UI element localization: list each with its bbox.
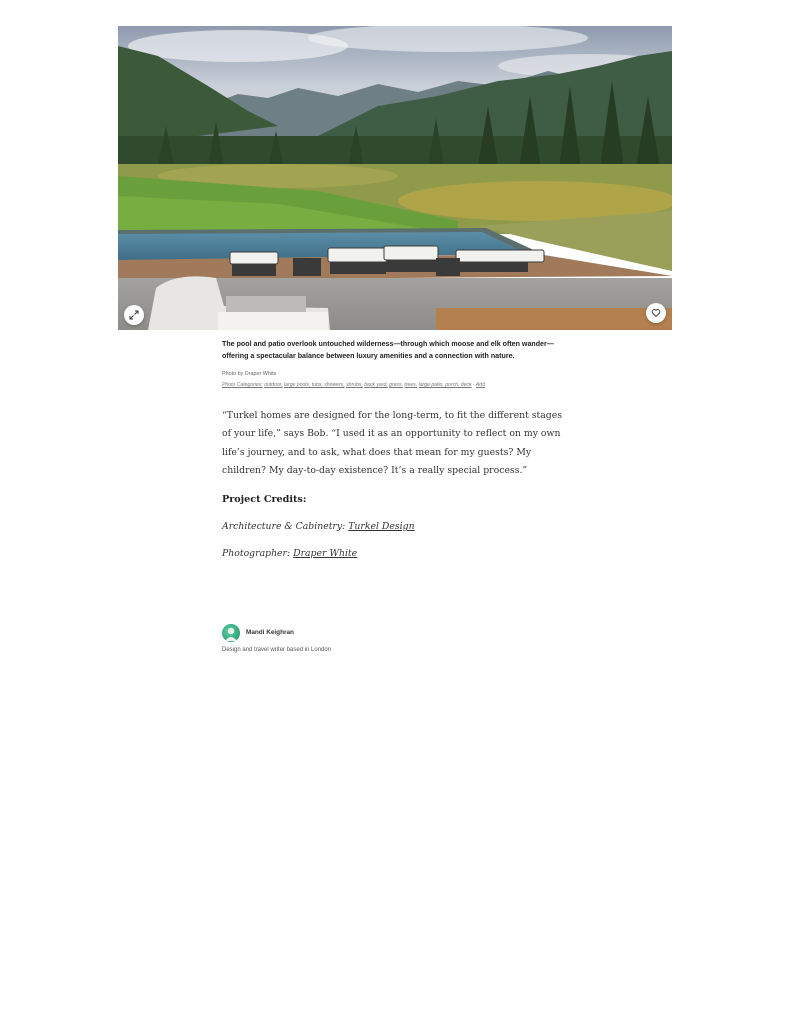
- photo-category-link[interactable]: trees,: [404, 382, 418, 388]
- author-name[interactable]: Mandi Keighran: [246, 629, 294, 636]
- save-photo-button[interactable]: [646, 303, 666, 323]
- project-credits-heading: Project Credits:: [222, 494, 307, 506]
- heart-icon: [651, 308, 661, 318]
- photo-category-link[interactable]: grass,: [389, 382, 403, 388]
- photo-category-link[interactable]: outdoor,: [264, 382, 283, 388]
- photographer-credit: [222, 548, 572, 559]
- expand-button[interactable]: [124, 305, 144, 325]
- photo-category-link[interactable]: large patio, porch, deck: [418, 382, 472, 388]
- tags-separator: ·: [472, 382, 475, 388]
- pool-landscape-image: [118, 26, 672, 330]
- photo-credit: Photo by Draper White: [222, 371, 277, 377]
- photographer-credit-label: Photographer:: [222, 548, 291, 560]
- photo-categories: [222, 382, 572, 388]
- photo-categories-label[interactable]: Photo Categories:: [222, 382, 263, 388]
- author-avatar[interactable]: [222, 624, 240, 642]
- avatar-image: [222, 624, 240, 642]
- article-quote: “Turkel homes are designed for the long-term, to fit the different stages of your life,” says Bob. “I used it as an opportunity to reflect on my own life’s journey, and to ask, what does that mean for my guests? My children? My day-to-day existence? It’s a really special process.”: [222, 410, 563, 476]
- photo-category-link[interactable]: shrubs,: [346, 382, 363, 388]
- expand-icon: [129, 310, 139, 320]
- author-card: [222, 624, 572, 654]
- article-content: [222, 339, 572, 559]
- architecture-credit: [222, 521, 572, 532]
- turkel-design-link[interactable]: Turkel Design: [348, 521, 415, 533]
- architecture-credit-label: Architecture & Cabinetry:: [222, 521, 346, 533]
- photo-caption: The pool and patio overlook untouched wilderness—through which moose and elk often wander—offering a spectacular balance between luxury amenities and a connection with nature.: [222, 340, 554, 360]
- author-bio: Design and travel writer based in London: [222, 647, 332, 653]
- hero-photo: [118, 26, 672, 330]
- add-category-link[interactable]: Add: [475, 382, 485, 388]
- draper-white-link[interactable]: Draper White: [293, 548, 358, 560]
- photo-category-link[interactable]: large pools, tubs, showers,: [284, 382, 345, 388]
- photo-category-link[interactable]: back yard,: [364, 382, 388, 388]
